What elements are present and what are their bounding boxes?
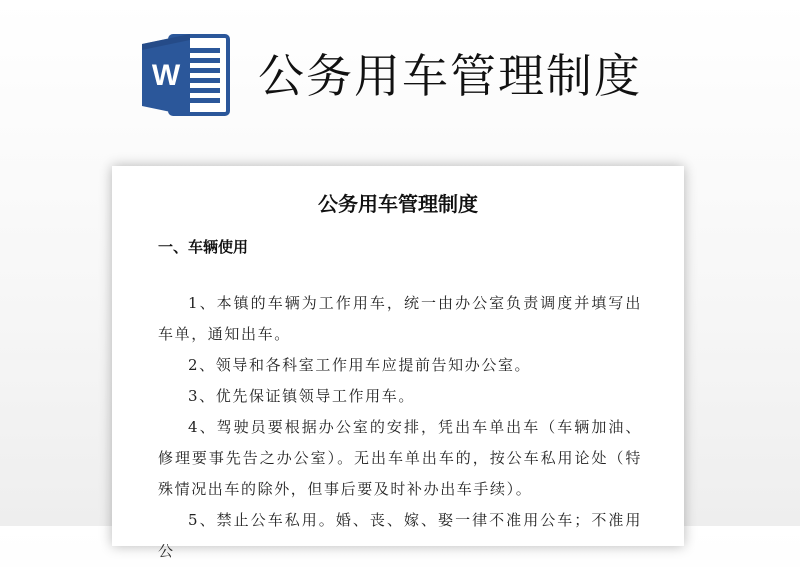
paragraph-2: 2、领导和各科室工作用车应提前告知办公室。: [188, 356, 532, 374]
document-body: [158, 288, 642, 567]
paragraph-5: 5、禁止公车私用。婚、丧、嫁、娶一律不准用公车；不准用公: [158, 511, 642, 560]
paragraph-4: 4、驾驶员要根据办公室的安排，凭出车单出车（车辆加油、修理要事先告之办公室）。无出车单出车的，按公车私用论处（特殊情况出车的除外，但事后要及时补办出车手续）。: [158, 418, 642, 498]
document-page: [112, 166, 684, 560]
paragraph-3: 3、优先保证镇领导工作用车。: [188, 387, 415, 405]
paragraph-1: 1、本镇的车辆为工作用车，统一由办公室负责调度并填写出车单，通知出车。: [158, 294, 642, 343]
document-title: 公务用车管理制度: [318, 192, 478, 216]
banner-title: 公务用车管理制度: [258, 49, 642, 103]
banner-header: [0, 0, 800, 140]
word-icon: [140, 30, 232, 120]
word-logo-letter: W: [151, 59, 181, 92]
section-heading: 一、车辆使用: [158, 238, 249, 256]
